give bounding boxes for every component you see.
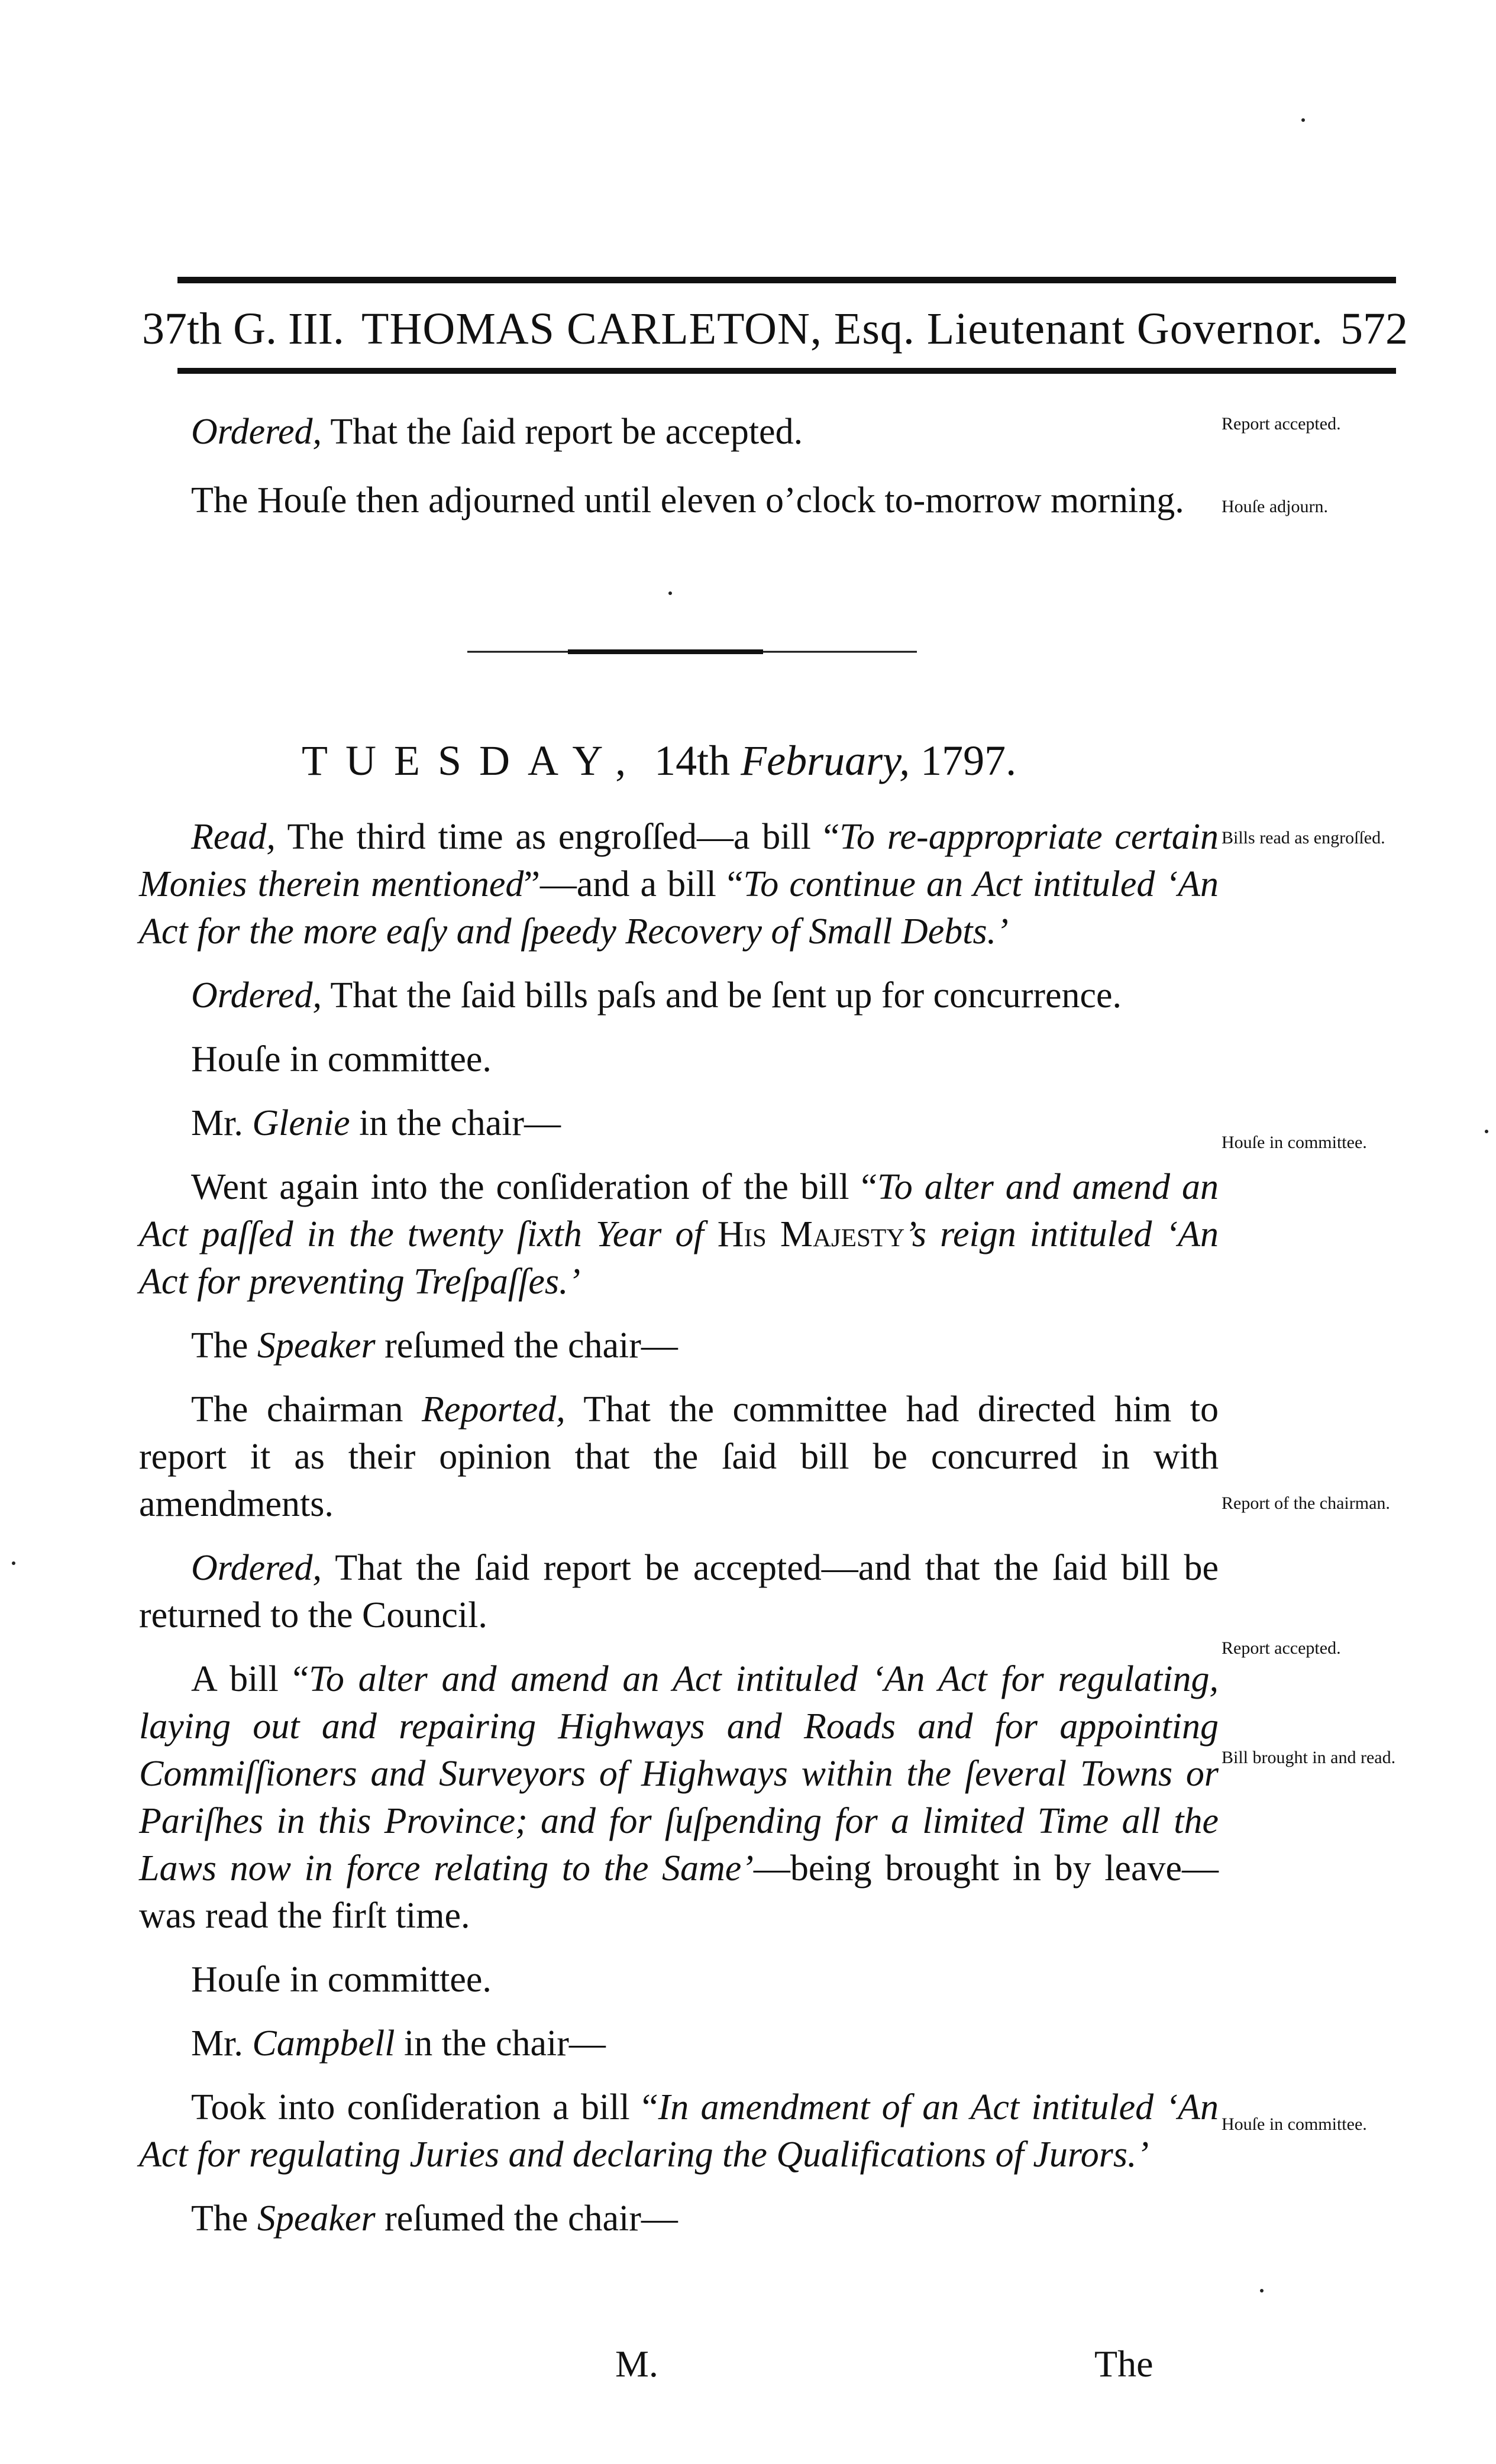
margin-note-report-accepted-2: Report accepted. [1222,1638,1341,1658]
signature-mark: M. [615,2343,658,2385]
ink-speck [12,1561,15,1565]
paragraph-trespasses-bill: Went again into the conſideration of the bill “To alter and amend an Act paſſed in the twenty ſixth Year of His Majesty’s reign intituled ‘An Act for preventing Treſpaſſes.’ [139,1167,1219,1302]
section-2 [139,813,1219,2242]
paragraph-house-committee-2: Houſe in committee. [191,1959,492,2000]
ink-speck [1301,118,1305,122]
paragraph-highways-bill: A bill “To alter and amend an Act intituled ‘An Act for regulating, laying out and repairing Highways and Roads and for appointing Commiſſioners and Surveyors of Highways within the ſeveral Towns or Pariſhes in this Province; and for ſuſpending for a limited Time all the Laws now in force relating to the Same’—being brought in by leave—was read the firſt time. [139,1659,1219,1936]
paragraph-adjourned: The Houſe then adjourned until eleven o’clock to-morrow morning. [191,480,1184,520]
page-number: 572 [1340,304,1408,354]
paragraph-chair-campbell: Mr. Campbell in the chair— [191,2023,606,2064]
ink-speck [668,591,672,595]
section-divider [467,648,917,655]
ink-speck [1260,2289,1264,2292]
margin-note-house-committee-2: Houſe in committee. [1222,2114,1367,2134]
margin-note-house-adjourn: Houſe adjourn. [1222,497,1328,516]
header-top-rule [177,277,1396,283]
paragraph-house-committee: Houſe in committee. [191,1039,492,1079]
section-1 [139,408,1219,524]
paragraph-chair-glenie: Mr. Glenie in the chair— [191,1103,561,1143]
margin-note-house-committee: Houſe in committee. [1222,1133,1367,1152]
margin-note-report-accepted: Report accepted. [1222,414,1341,434]
regnal-year: 37th G. III. [142,304,344,354]
margin-note-bills-read: Bills read as engroſſed. [1222,828,1385,848]
day-heading: TUESDAY, 14th February, 1797. [302,737,1017,784]
running-header [142,296,1408,355]
paragraph-bills-pass: Ordered, That the ſaid bills paſs and be ſent up for concurrence. [191,975,1122,1016]
paragraph-speaker-resumed-2: The Speaker reſumed the chair— [191,2198,678,2239]
paragraph-report-accepted: Ordered, That the ſaid report be accepted—and that the ſaid bill be returned to the Council. [139,1548,1219,1635]
header-bottom-rule [177,368,1396,374]
paragraph-chairman-report: The chairman Reported, That the committee had directed him to report it as their opinion that the ſaid bill be concurred in with amendments. [139,1389,1219,1524]
paragraph-juries-bill: Took into conſideration a bill “In amendment of an Act intituled ‘An Act for regulating Juries and declaring the Qualifications of Jurors.’ [139,2087,1219,2175]
header-title: THOMAS CARLETON, Esq. Lieutenant Governor. [361,304,1323,354]
paragraph-speaker-resumed: The Speaker reſumed the chair— [191,1325,678,1366]
paragraph-bills-read: Read, The third time as engroſſed—a bill “To re-appropriate certain Monies therein mentioned”—and a bill “To continue an Act intituled ‘An Act for the more eaſy and ſpeedy Recovery of Small Debts.’ [139,817,1219,952]
margin-note-report-chairman: Report of the chairman. [1222,1493,1390,1513]
paragraph-order-report: Ordered, That the ſaid report be accepted. [191,412,803,452]
margin-note-bill-brought-in: Bill brought in and read. [1222,1748,1396,1767]
catchword: The [1094,2343,1153,2385]
ink-speck [1485,1130,1488,1133]
